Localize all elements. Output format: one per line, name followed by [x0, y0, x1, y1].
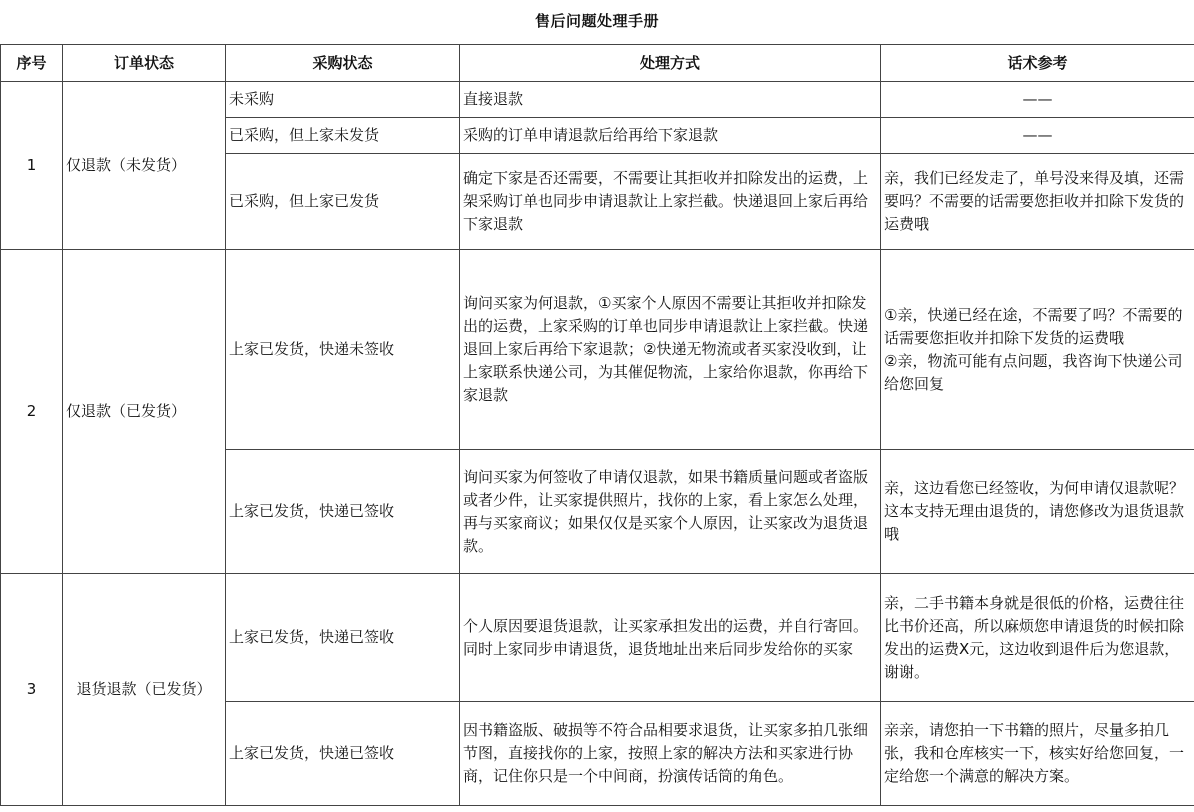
handling-method-cell: 询问买家为何退款，①买家个人原因不需要让其拒收并扣除发出的运费，上家采购的订单也同步申请退款让上家拦截。快递退回上家后再给下家退款；②快递无物流或者买家没收到，让上家联系快递公司，为其催促物流，上家给你退款，你再给下家退款: [460, 250, 881, 450]
script-cell: ——: [881, 118, 1194, 154]
script-cell: ——: [881, 82, 1194, 118]
seq-cell: 3: [1, 574, 63, 806]
order-status-cell: 退货退款（已发货）: [63, 574, 226, 806]
handling-method-cell: 因书籍盗版、破损等不符合品相要求退货，让买家多拍几张细节图，直接找你的上家，按照上家的解决方法和买家进行协商，记住你只是一个中间商，扮演传话筒的角色。: [460, 702, 881, 806]
handling-method-cell: 询问买家为何签收了申请仅退款，如果书籍质量问题或者盗版或者少件，让买家提供照片，找你的上家，看上家怎么处理，再与买家商议；如果仅仅是买家个人原因，让买家改为退货退款。: [460, 450, 881, 574]
script-cell: 亲，我们已经发走了，单号没来得及填，还需要吗？不需要的话需要您拒收并扣除下发货的运费哦: [881, 154, 1194, 250]
table-row: [1, 250, 1194, 450]
order-status-cell: 仅退款（未发货）: [63, 82, 226, 250]
purchase-status-cell: 上家已发货，快递已签收: [226, 450, 460, 574]
seq-cell: 2: [1, 250, 63, 574]
table-row: [1, 574, 1194, 702]
header-handling-method: 处理方式: [460, 45, 881, 82]
purchase-status-cell: 已采购，但上家未发货: [226, 118, 460, 154]
script-cell: 亲，二手书籍本身就是很低的价格，运费往往比书价还高，所以麻烦您申请退货的时候扣除发出的运费X元，这边收到退件后为您退款，谢谢。: [881, 574, 1194, 702]
table-row: [1, 82, 1194, 118]
script-cell: 亲亲，请您拍一下书籍的照片，尽量多拍几张，我和仓库核实一下，核实好给您回复，一定给您一个满意的解决方案。: [881, 702, 1194, 806]
handling-method-cell: 确定下家是否还需要，不需要让其拒收并扣除发出的运费，上架采购订单也同步申请退款让上家拦截。快递退回上家后再给下家退款: [460, 154, 881, 250]
purchase-status-cell: 已采购，但上家已发货: [226, 154, 460, 250]
script-line: ①亲，快递已经在途，不需要了吗？不需要的话需要您拒收并扣除下发货的运费哦: [884, 305, 1183, 347]
handling-method-cell: 个人原因要退货退款，让买家承担发出的运费，并自行寄回。同时上家同步申请退货，退货地址出来后同步发给你的买家: [460, 574, 881, 702]
purchase-status-cell: 上家已发货，快递未签收: [226, 250, 460, 450]
header-script-reference: 话术参考: [881, 45, 1194, 82]
header-order-status: 订单状态: [63, 45, 226, 82]
seq-cell: 1: [1, 82, 63, 250]
script-cell: [881, 250, 1194, 450]
purchase-status-cell: 上家已发货，快递已签收: [226, 702, 460, 806]
script-line: ②亲，物流可能有点问题，我咨询下快递公司给您回复: [884, 351, 1183, 393]
script-cell: 亲，这边看您已经签收，为何申请仅退款呢？这本支持无理由退货的，请您修改为退货退款哦: [881, 450, 1194, 574]
purchase-status-cell: 上家已发货，快递已签收: [226, 574, 460, 702]
handling-method-cell: 采购的订单申请退款后给再给下家退款: [460, 118, 881, 154]
page-title: 售后问题处理手册: [534, 12, 659, 30]
after-sales-table: [0, 44, 1194, 806]
handling-method-cell: 直接退款: [460, 82, 881, 118]
header-seq: 序号: [1, 45, 63, 82]
header-row: [1, 45, 1194, 82]
header-purchase-status: 采购状态: [226, 45, 460, 82]
order-status-cell: 仅退款（已发货）: [63, 250, 226, 574]
purchase-status-cell: 未采购: [226, 82, 460, 118]
